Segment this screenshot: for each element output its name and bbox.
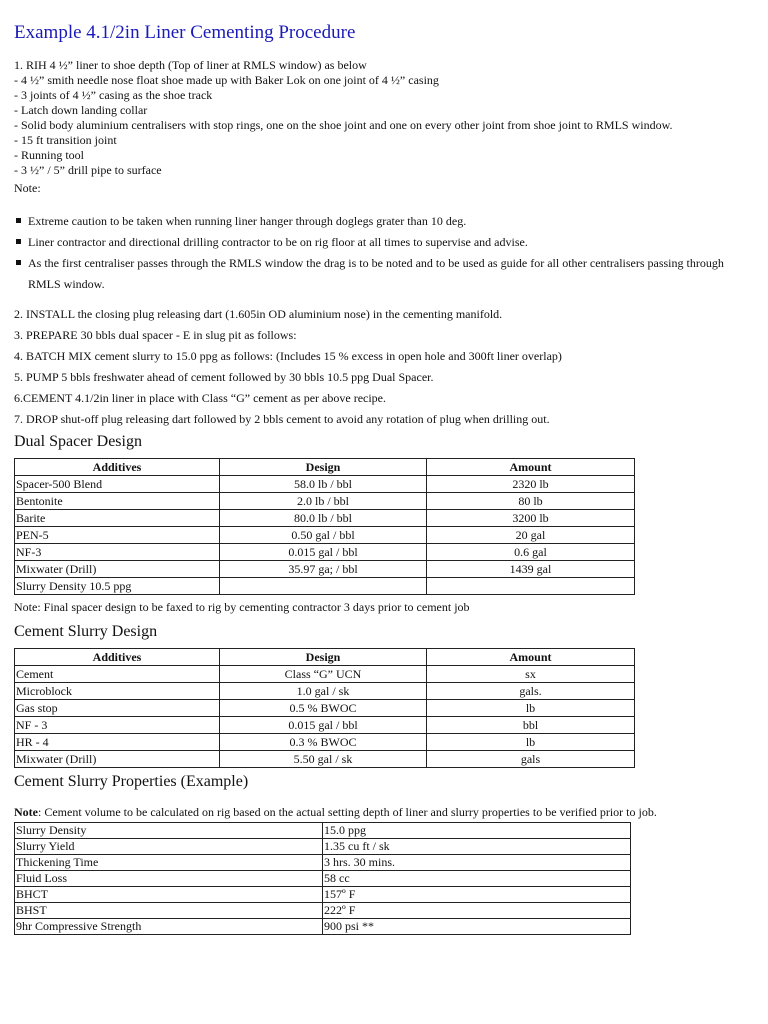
procedure-step: 2. INSTALL the closing plug releasing dart (1.605in OD aluminium nose) in the cementing manifold.: [14, 307, 503, 321]
table-row: [15, 751, 635, 768]
table-row: [15, 476, 635, 493]
table-cell: 3200 lb: [427, 510, 635, 527]
table-cell: 20 gal: [427, 527, 635, 544]
note-label: Note:: [14, 181, 41, 195]
table-row: [15, 683, 635, 700]
property-name: BHCT: [15, 887, 323, 903]
table-row: [15, 887, 631, 903]
table-cell: HR - 4: [15, 734, 220, 751]
property-name: 9hr Compressive Strength: [15, 919, 323, 935]
table-cell: Microblock: [15, 683, 220, 700]
intro-line: - Solid body aluminium centralisers with stop rings, one on the shoe joint and one on every other joint from shoe joint to RMLS window.: [14, 118, 673, 132]
table-cell: 80.0 lb / bbl: [220, 510, 427, 527]
property-name: Slurry Yield: [15, 839, 323, 855]
table-cell: 5.50 gal / sk: [220, 751, 427, 768]
table-cell: Cement: [15, 666, 220, 683]
table-cell: 35.97 ga; / bbl: [220, 561, 427, 578]
table-cell: Mixwater (Drill): [15, 751, 220, 768]
table-cell: Mixwater (Drill): [15, 561, 220, 578]
property-value: 15.0 ppg: [323, 823, 631, 839]
properties-table: [14, 822, 631, 935]
page-title: Example 4.1/2in Liner Cementing Procedure: [14, 22, 356, 43]
table-row: [15, 527, 635, 544]
table-cell: 2320 lb: [427, 476, 635, 493]
table-cell: Slurry Density 10.5 ppg: [15, 578, 220, 595]
table-cell: gals: [427, 751, 635, 768]
property-value: 900 psi **: [323, 919, 631, 935]
intro-line: - Running tool: [14, 148, 85, 162]
table-cell: NF - 3: [15, 717, 220, 734]
properties-note-label: Note: [14, 805, 38, 819]
table-cell: [427, 578, 635, 595]
intro-line: - 15 ft transition joint: [14, 133, 117, 147]
properties-heading: Cement Slurry Properties (Example): [14, 773, 249, 790]
table-cell: PEN-5: [15, 527, 220, 544]
bullet-item: As the first centraliser passes through the RMLS window the drag is to be noted and to be used as guide for all other centralisers passing through RMLS window.: [14, 253, 754, 295]
table-row: [15, 578, 635, 595]
bullet-item: Liner contractor and directional drilling contractor to be on rig floor at all times to supervise and advise.: [14, 232, 754, 253]
table-cell: 1.0 gal / sk: [220, 683, 427, 700]
property-value: 58 cc: [323, 871, 631, 887]
property-value: 1.35 cu ft / sk: [323, 839, 631, 855]
procedure-step: 7. DROP shut-off plug releasing dart followed by 2 bbls cement to avoid any rotation of plug when drilling out.: [14, 412, 550, 426]
table-cell: lb: [427, 700, 635, 717]
property-name: Slurry Density: [15, 823, 323, 839]
spacer-table: [14, 458, 635, 595]
table-cell: Bentonite: [15, 493, 220, 510]
table-row: [15, 919, 631, 935]
intro-lines: [14, 58, 754, 178]
table-cell: 58.0 lb / bbl: [220, 476, 427, 493]
procedure-step: 3. PREPARE 30 bbls dual spacer - E in slug pit as follows:: [14, 328, 297, 342]
column-header: Design: [220, 459, 427, 476]
table-row: [15, 903, 631, 919]
table-row: [15, 700, 635, 717]
property-name: BHST: [15, 903, 323, 919]
bullet-item: Extreme caution to be taken when running liner hanger through doglegs grater than 10 deg.: [14, 211, 754, 232]
table-row: [15, 734, 635, 751]
table-cell: NF-3: [15, 544, 220, 561]
table-cell: Class “G” UCN: [220, 666, 427, 683]
spacer-note: Note: Final spacer design to be faxed to rig by cementing contractor 3 days prior to cement job: [14, 600, 470, 614]
table-cell: 0.5 % BWOC: [220, 700, 427, 717]
properties-note-text: : Cement volume to be calculated on rig based on the actual setting depth of liner and slurry properties to be verified prior to job.: [38, 805, 657, 819]
table-header-row: [15, 649, 635, 666]
intro-line: 1. RIH 4 ½” liner to shoe depth (Top of liner at RMLS window) as below: [14, 58, 367, 72]
table-cell: 0.015 gal / bbl: [220, 717, 427, 734]
table-cell: 80 lb: [427, 493, 635, 510]
table-row: [15, 839, 631, 855]
intro-line: - 4 ½” smith needle nose float shoe made up with Baker Lok on one joint of 4 ½” casing: [14, 73, 439, 87]
property-name: Fluid Loss: [15, 871, 323, 887]
table-cell: 0.50 gal / bbl: [220, 527, 427, 544]
table-row: [15, 544, 635, 561]
table-cell: 0.015 gal / bbl: [220, 544, 427, 561]
table-row: [15, 561, 635, 578]
table-row: [15, 493, 635, 510]
intro-line: - 3 joints of 4 ½” casing as the shoe track: [14, 88, 213, 102]
table-cell: 1439 gal: [427, 561, 635, 578]
intro-line: - 3 ½” / 5” drill pipe to surface: [14, 163, 162, 177]
column-header: Additives: [15, 649, 220, 666]
property-value: 157º F: [323, 887, 631, 903]
document-page: [14, 22, 754, 935]
column-header: Amount: [427, 459, 635, 476]
caution-bullets: [14, 211, 754, 295]
table-cell: lb: [427, 734, 635, 751]
slurry-table: [14, 648, 635, 768]
table-cell: 2.0 lb / bbl: [220, 493, 427, 510]
table-cell: 0.6 gal: [427, 544, 635, 561]
property-value: 222º F: [323, 903, 631, 919]
column-header: Amount: [427, 649, 635, 666]
column-header: Design: [220, 649, 427, 666]
property-name: Thickening Time: [15, 855, 323, 871]
table-cell: gals.: [427, 683, 635, 700]
table-row: [15, 855, 631, 871]
table-row: [15, 717, 635, 734]
table-cell: bbl: [427, 717, 635, 734]
table-cell: 0.3 % BWOC: [220, 734, 427, 751]
procedure-step: 4. BATCH MIX cement slurry to 15.0 ppg as follows: (Includes 15 % excess in open hole and 300ft liner overlap): [14, 349, 562, 363]
properties-note: [14, 805, 754, 820]
table-row: [15, 823, 631, 839]
table-cell: [220, 578, 427, 595]
slurry-heading: Cement Slurry Design: [14, 623, 158, 640]
procedure-step: 5. PUMP 5 bbls freshwater ahead of cement followed by 30 bbls 10.5 ppg Dual Spacer.: [14, 370, 434, 384]
column-header: Additives: [15, 459, 220, 476]
table-cell: sx: [427, 666, 635, 683]
procedure-steps: [14, 304, 754, 430]
intro-line: - Latch down landing collar: [14, 103, 148, 117]
table-header-row: [15, 459, 635, 476]
spacer-heading: Dual Spacer Design: [14, 433, 142, 450]
table-cell: Barite: [15, 510, 220, 527]
table-cell: Spacer-500 Blend: [15, 476, 220, 493]
table-row: [15, 871, 631, 887]
procedure-step: 6.CEMENT 4.1/2in liner in place with Class “G” cement as per above recipe.: [14, 391, 386, 405]
table-row: [15, 510, 635, 527]
table-row: [15, 666, 635, 683]
table-cell: Gas stop: [15, 700, 220, 717]
property-value: 3 hrs. 30 mins.: [323, 855, 631, 871]
